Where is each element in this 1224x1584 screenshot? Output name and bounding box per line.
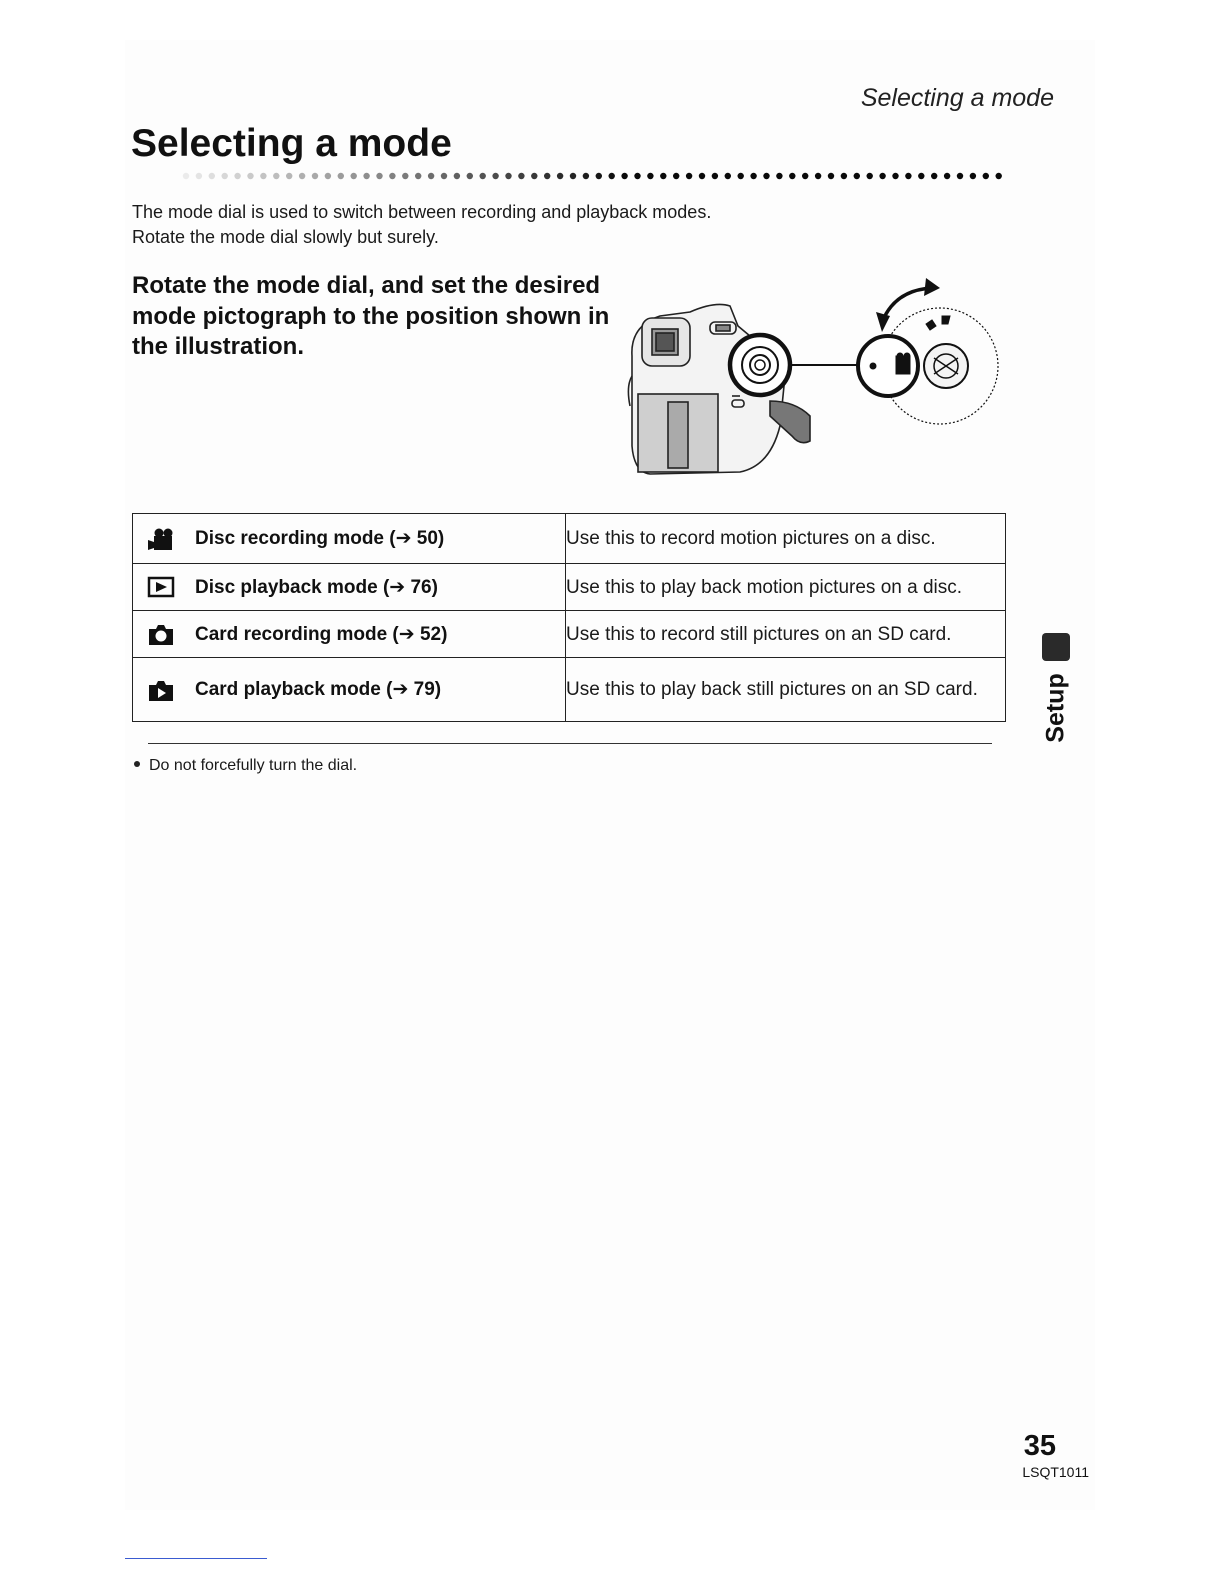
rule-dot	[570, 173, 576, 179]
section-side-label: Setup	[1041, 673, 1070, 743]
rule-dot	[183, 173, 189, 179]
rule-dot	[789, 173, 795, 179]
mode-description: Use this to record motion pictures on a disc.	[566, 514, 1006, 564]
page-background	[125, 40, 1095, 1510]
rule-dot	[879, 173, 885, 179]
rule-dot	[415, 173, 421, 179]
rule-dot	[480, 173, 486, 179]
rule-dot	[970, 173, 976, 179]
rule-dot	[222, 173, 228, 179]
page-number: 35	[1023, 1430, 1056, 1462]
rule-dot	[454, 173, 460, 179]
play-icon	[145, 573, 177, 601]
rule-dot	[596, 173, 602, 179]
rule-dot	[196, 173, 202, 179]
section-tab-marker	[1042, 633, 1070, 661]
note-text: Do not forcefully turn the dial.	[149, 757, 358, 774]
rule-dot	[931, 173, 937, 179]
mode-description: Use this to play back still pictures on an SD card.	[566, 658, 1006, 722]
rule-dot	[312, 173, 318, 179]
rule-dot	[725, 173, 731, 179]
rule-dot	[531, 173, 537, 179]
rule-dot	[389, 173, 395, 179]
camera-icon	[145, 620, 177, 648]
document-code: LSQT1011	[1022, 1464, 1089, 1480]
rule-dot	[905, 173, 911, 179]
rule-dot	[518, 173, 524, 179]
rule-dot	[634, 173, 640, 179]
movie-camera-icon	[145, 525, 177, 553]
rule-dot	[260, 173, 266, 179]
rule-dot	[828, 173, 834, 179]
mode-description: Use this to record still pictures on an SD card.	[566, 611, 1006, 658]
rule-dot	[686, 173, 692, 179]
rule-dot	[957, 173, 963, 179]
page-title: Selecting a mode	[131, 122, 452, 165]
rule-dot	[247, 173, 253, 179]
rule-dot	[492, 173, 498, 179]
rule-dot	[750, 173, 756, 179]
rule-dot	[402, 173, 408, 179]
divider	[148, 743, 992, 744]
rule-dot	[376, 173, 382, 179]
camcorder-drawing	[628, 304, 810, 474]
rule-dot	[996, 173, 1002, 179]
rule-dot	[867, 173, 873, 179]
rule-dot	[583, 173, 589, 179]
rule-dot	[802, 173, 808, 179]
mode-table	[132, 513, 1006, 722]
rule-dot	[234, 173, 240, 179]
rule-dot	[363, 173, 369, 179]
rule-dot	[673, 173, 679, 179]
table-row	[133, 611, 1006, 658]
rule-dot	[918, 173, 924, 179]
bullet-icon	[134, 761, 140, 767]
camera-mode-dial-illustration	[620, 276, 1010, 486]
rule-dot	[647, 173, 653, 179]
intro-line-1: The mode dial is used to switch between recording and playback modes.	[132, 202, 712, 222]
rule-dot	[763, 173, 769, 179]
rule-dot	[609, 173, 615, 179]
rule-dot	[441, 173, 447, 179]
rule-dot	[299, 173, 305, 179]
rule-dot	[738, 173, 744, 179]
rule-dot	[815, 173, 821, 179]
camera-dial	[730, 335, 790, 395]
intro-line-2: Rotate the mode dial slowly but surely.	[132, 227, 439, 247]
mode-name: Disc playback mode (➔ 76)	[195, 576, 438, 598]
instruction-heading: Rotate the mode dial, and set the desired mode pictograph to the position shown in the illustration.	[132, 272, 610, 360]
rule-dot	[776, 173, 782, 179]
enlarged-dial	[858, 308, 998, 424]
rule-dot	[660, 173, 666, 179]
intro-text	[132, 200, 711, 250]
rule-dot	[712, 173, 718, 179]
mode-name: Card recording mode (➔ 52)	[195, 623, 448, 645]
rule-dot	[325, 173, 331, 179]
dotted-rule	[180, 169, 1010, 183]
rule-dot	[892, 173, 898, 179]
rule-dot	[338, 173, 344, 179]
table-row	[133, 564, 1006, 611]
table-row	[133, 658, 1006, 722]
rule-dot	[621, 173, 627, 179]
table-row	[133, 514, 1006, 564]
mode-name: Disc recording mode (➔ 50)	[195, 528, 445, 549]
rule-dot	[428, 173, 434, 179]
rule-dot	[209, 173, 215, 179]
rule-dot	[544, 173, 550, 179]
rule-dot	[273, 173, 279, 179]
rule-dot	[983, 173, 989, 179]
rule-dot	[286, 173, 292, 179]
mode-description: Use this to play back motion pictures on a disc.	[566, 564, 1006, 611]
rule-dot	[351, 173, 357, 179]
rule-dot	[467, 173, 473, 179]
footer-line	[125, 1558, 267, 1559]
rule-dot	[854, 173, 860, 179]
rule-dot	[699, 173, 705, 179]
rule-dot	[944, 173, 950, 179]
mode-name: Card playback mode (➔ 79)	[195, 679, 442, 700]
rule-dot	[841, 173, 847, 179]
card-playback-icon	[145, 676, 177, 704]
note	[134, 757, 357, 775]
rule-dot	[505, 173, 511, 179]
running-head: Selecting a mode	[860, 84, 1054, 112]
rule-dot	[557, 173, 563, 179]
